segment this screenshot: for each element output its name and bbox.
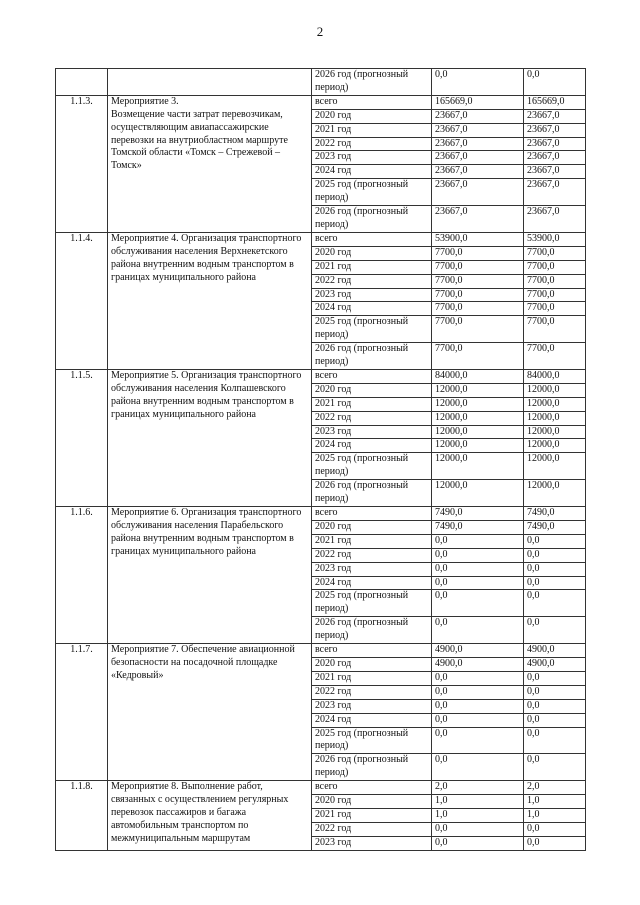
value-cell: 84000,0 [432, 369, 524, 383]
item-number: 1.1.6. [56, 507, 108, 644]
value-cell: 1,0 [524, 808, 586, 822]
value-cell: 12000,0 [432, 397, 524, 411]
year-cell: 2025 год (прогнозный период) [312, 727, 432, 754]
value-cell: 0,0 [432, 534, 524, 548]
value-cell: 12000,0 [432, 411, 524, 425]
value-cell: 12000,0 [524, 453, 586, 480]
year-cell: 2025 год (прогнозный период) [312, 453, 432, 480]
value-cell: 0,0 [432, 699, 524, 713]
value-cell: 0,0 [432, 727, 524, 754]
table-row [56, 507, 586, 521]
year-cell: 2022 год [312, 548, 432, 562]
value-cell: 7700,0 [432, 302, 524, 316]
value-cell: 53900,0 [524, 232, 586, 246]
value-cell: 0,0 [432, 685, 524, 699]
year-cell: 2023 год [312, 288, 432, 302]
value-cell: 23667,0 [432, 123, 524, 137]
year-cell: 2024 год [312, 713, 432, 727]
value-cell: 12000,0 [432, 453, 524, 480]
year-cell: 2021 год [312, 808, 432, 822]
value-cell: 7700,0 [432, 246, 524, 260]
year-cell: 2026 год (прогнозный период) [312, 69, 432, 96]
item-number: 1.1.5. [56, 369, 108, 506]
value-cell: 1,0 [432, 808, 524, 822]
num-cell [56, 69, 108, 96]
table-row [56, 644, 586, 658]
title-cell [108, 69, 312, 96]
value-cell: 7700,0 [524, 288, 586, 302]
value-cell: 23667,0 [524, 151, 586, 165]
page-number: 2 [316, 24, 324, 39]
value-cell: 0,0 [432, 754, 524, 781]
measure-title: Мероприятие 4. Организация транспортного обслуживания населения Верхнекетского района внутренним водным транспортом в границах муниципального района [108, 232, 312, 369]
value-cell: 0,0 [432, 590, 524, 617]
value-cell: 4900,0 [432, 644, 524, 658]
value-cell: 23667,0 [432, 165, 524, 179]
year-cell: всего [312, 232, 432, 246]
value-cell: 0,0 [432, 576, 524, 590]
year-cell: 2020 год [312, 383, 432, 397]
value-cell: 0,0 [432, 617, 524, 644]
value-cell: 165669,0 [524, 95, 586, 109]
year-cell: 2025 год (прогнозный период) [312, 316, 432, 343]
value-cell: 1,0 [524, 795, 586, 809]
value-cell: 0,0 [524, 548, 586, 562]
value-cell: 12000,0 [524, 397, 586, 411]
value-cell: 7490,0 [524, 520, 586, 534]
value-cell: 0,0 [524, 671, 586, 685]
measure-title: Мероприятие 7. Обеспечение авиационной безопасности на посадочной площадке «Кедровый» [108, 644, 312, 781]
value-cell: 12000,0 [524, 439, 586, 453]
value-cell: 23667,0 [524, 165, 586, 179]
year-cell: 2021 год [312, 534, 432, 548]
value-cell: 2,0 [432, 781, 524, 795]
value-cell: 0,0 [524, 576, 586, 590]
value-cell: 0,0 [432, 562, 524, 576]
value-cell: 7700,0 [524, 260, 586, 274]
year-cell: 2026 год (прогнозный период) [312, 343, 432, 370]
year-cell: 2021 год [312, 671, 432, 685]
value-cell: 23667,0 [524, 206, 586, 233]
year-cell: 2022 год [312, 137, 432, 151]
value-cell: 0,0 [524, 534, 586, 548]
table-row [56, 232, 586, 246]
value-cell: 0,0 [524, 713, 586, 727]
value-cell: 12000,0 [524, 383, 586, 397]
year-cell: 2022 год [312, 274, 432, 288]
item-number: 1.1.7. [56, 644, 108, 781]
value-cell: 23667,0 [432, 206, 524, 233]
value-cell: 12000,0 [432, 425, 524, 439]
year-cell: 2020 год [312, 109, 432, 123]
value-cell: 7490,0 [432, 520, 524, 534]
year-cell: 2024 год [312, 439, 432, 453]
measure-title: Мероприятие 5. Организация транспортного обслуживания населения Колпашевского района внутренним водным транспортом в границах муниципального района [108, 369, 312, 506]
value-cell: 4900,0 [432, 657, 524, 671]
year-cell: всего [312, 369, 432, 383]
value-cell: 12000,0 [432, 383, 524, 397]
value-cell: 23667,0 [524, 179, 586, 206]
value-cell: 0,0 [524, 754, 586, 781]
year-cell: всего [312, 507, 432, 521]
year-cell: всего [312, 95, 432, 109]
value-cell: 0,0 [432, 671, 524, 685]
table-row [56, 781, 586, 795]
value-cell: 23667,0 [524, 109, 586, 123]
value-cell: 23667,0 [432, 151, 524, 165]
year-cell: 2026 год (прогнозный период) [312, 617, 432, 644]
value-cell: 0,0 [524, 69, 586, 96]
value-cell: 7700,0 [432, 316, 524, 343]
measure-title: Мероприятие 6. Организация транспортного обслуживания населения Парабельского района внутренним водным транспортом в границах муниципального района [108, 507, 312, 644]
year-cell: 2021 год [312, 260, 432, 274]
year-cell: 2020 год [312, 795, 432, 809]
value-cell: 7700,0 [524, 302, 586, 316]
value-cell: 7700,0 [432, 260, 524, 274]
year-cell: 2023 год [312, 151, 432, 165]
year-cell: 2021 год [312, 123, 432, 137]
year-cell: 2022 год [312, 411, 432, 425]
value-cell: 0,0 [524, 836, 586, 850]
value-cell: 0,0 [524, 822, 586, 836]
item-number: 1.1.3. [56, 95, 108, 232]
value-cell: 7490,0 [432, 507, 524, 521]
value-cell: 7700,0 [524, 246, 586, 260]
year-cell: всего [312, 644, 432, 658]
year-cell: 2024 год [312, 576, 432, 590]
value-cell: 0,0 [524, 727, 586, 754]
year-cell: 2020 год [312, 246, 432, 260]
table-row [56, 69, 586, 96]
value-cell: 1,0 [432, 795, 524, 809]
value-cell: 12000,0 [524, 425, 586, 439]
item-number: 1.1.4. [56, 232, 108, 369]
value-cell: 0,0 [524, 562, 586, 576]
value-cell: 0,0 [524, 699, 586, 713]
value-cell: 0,0 [432, 836, 524, 850]
value-cell: 23667,0 [524, 123, 586, 137]
value-cell: 0,0 [432, 548, 524, 562]
value-cell: 23667,0 [524, 137, 586, 151]
value-cell: 0,0 [524, 617, 586, 644]
table-row [56, 369, 586, 383]
measure-title: Мероприятие 8. Выполнение работ, связанных с осуществлением регулярных перевозок пассажиров и багажа автомобильным транспортом по межмуниципальным маршрутам [108, 781, 312, 851]
year-cell: 2023 год [312, 562, 432, 576]
item-number: 1.1.8. [56, 781, 108, 851]
value-cell: 12000,0 [432, 439, 524, 453]
value-cell: 4900,0 [524, 657, 586, 671]
measure-title: Мероприятие 3. Возмещение части затрат перевозчикам, осуществляющим авиапассажирские перевозки на внутриобластном маршруте Томской области «Томск – Стрежевой – Томск» [108, 95, 312, 232]
year-cell: всего [312, 781, 432, 795]
year-cell: 2024 год [312, 165, 432, 179]
value-cell: 165669,0 [432, 95, 524, 109]
value-cell: 7700,0 [524, 316, 586, 343]
value-cell: 0,0 [432, 713, 524, 727]
year-cell: 2020 год [312, 657, 432, 671]
table-row [56, 95, 586, 109]
value-cell: 0,0 [524, 685, 586, 699]
value-cell: 4900,0 [524, 644, 586, 658]
year-cell: 2026 год (прогнозный период) [312, 754, 432, 781]
value-cell: 12000,0 [524, 411, 586, 425]
value-cell: 2,0 [524, 781, 586, 795]
value-cell: 0,0 [432, 822, 524, 836]
value-cell: 7700,0 [432, 274, 524, 288]
year-cell: 2025 год (прогнозный период) [312, 590, 432, 617]
year-cell: 2023 год [312, 836, 432, 850]
year-cell: 2023 год [312, 425, 432, 439]
year-cell: 2025 год (прогнозный период) [312, 179, 432, 206]
value-cell: 12000,0 [432, 480, 524, 507]
year-cell: 2026 год (прогнозный период) [312, 480, 432, 507]
year-cell: 2024 год [312, 302, 432, 316]
value-cell: 7700,0 [432, 288, 524, 302]
year-cell: 2023 год [312, 699, 432, 713]
value-cell: 7700,0 [524, 343, 586, 370]
value-cell: 53900,0 [432, 232, 524, 246]
value-cell: 7700,0 [432, 343, 524, 370]
value-cell: 0,0 [432, 69, 524, 96]
year-cell: 2022 год [312, 685, 432, 699]
year-cell: 2026 год (прогнозный период) [312, 206, 432, 233]
year-cell: 2020 год [312, 520, 432, 534]
year-cell: 2022 год [312, 822, 432, 836]
value-cell: 7490,0 [524, 507, 586, 521]
value-cell: 23667,0 [432, 109, 524, 123]
value-cell: 0,0 [524, 590, 586, 617]
year-cell: 2021 год [312, 397, 432, 411]
value-cell: 23667,0 [432, 179, 524, 206]
value-cell: 84000,0 [524, 369, 586, 383]
value-cell: 7700,0 [524, 274, 586, 288]
program-table [55, 68, 586, 851]
value-cell: 23667,0 [432, 137, 524, 151]
value-cell: 12000,0 [524, 480, 586, 507]
